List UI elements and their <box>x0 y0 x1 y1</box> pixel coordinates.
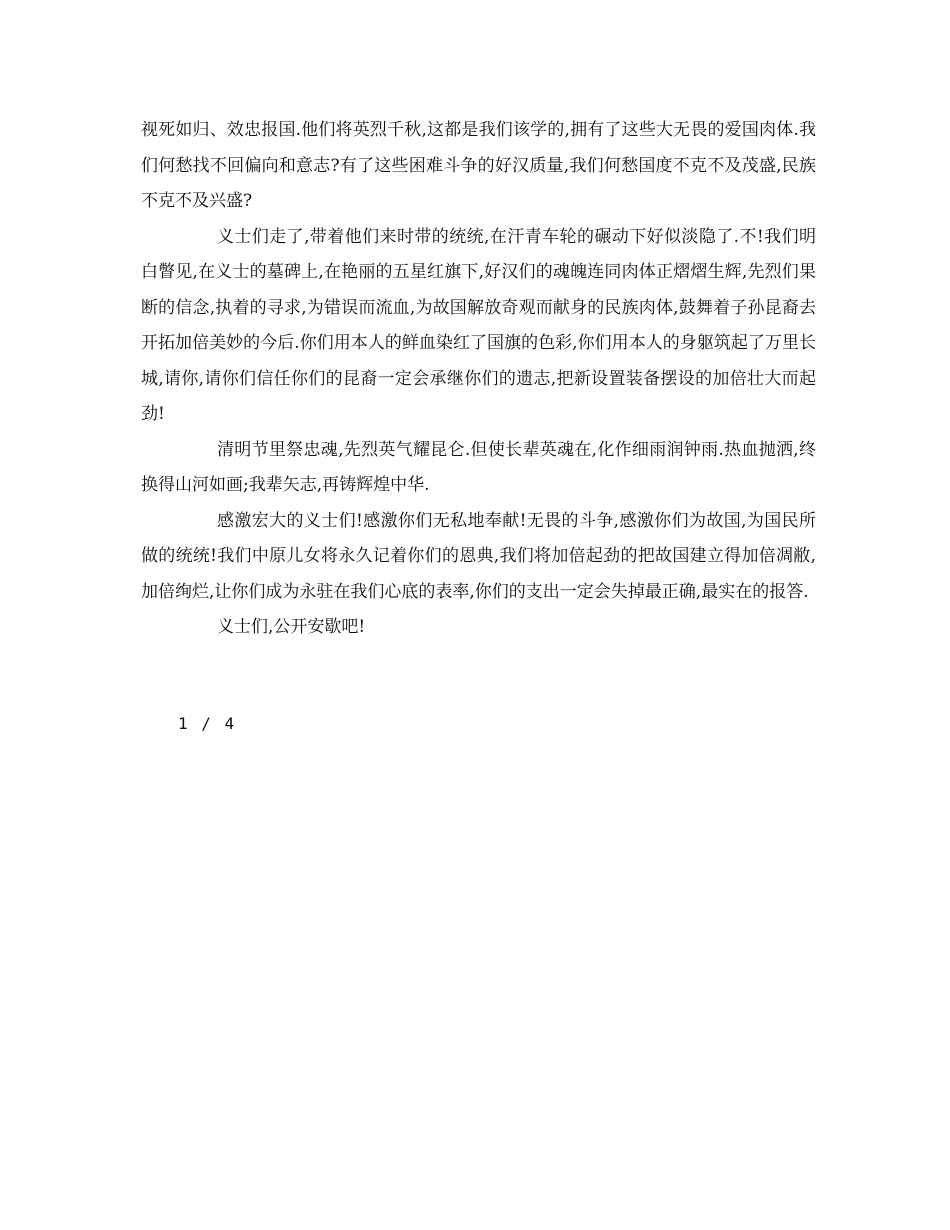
paragraph-2: 义士们走了,带着他们来时带的统统,在汗青车轮的碾动下好似淡隐了.不!我们明白瞥见,在义士的墓碑上,在艳丽的五星红旗下,好汉们的魂魄连同肉体正熠熠生辉,先烈们果断的信念,执着的寻求,为错误而流血,为故国解放奇观而献身的民族肉体,鼓舞着子孙昆裔去开拓加倍美妙的今后.你们用本人的鲜血染红了国旗的色彩,你们用本人的身躯筑起了万里长城,请你,请你们信任你们的昆裔一定会承继你们的遗志,把新设置装备摆设的加倍壮大而起劲! <box>141 226 816 424</box>
paragraph-5: 义士们,公开安歇吧! <box>217 617 366 637</box>
paragraph-3: 清明节里祭忠魂,先烈英气耀昆仑.但使长辈英魂在,化作细雨润钟雨.热血抛洒,终换得山河如画;我辈矢志,再铸辉煌中华. <box>141 439 816 495</box>
paragraph-1: 视死如归、效忠报国.他们将英烈千秋,这都是我们该学的,拥有了这些大无畏的爱国肉体.我们何愁找不回偏向和意志?有了这些困难斗争的好汉质量,我们何愁国度不克不及茂盛,民族不克不及兴盛? <box>141 120 816 211</box>
document-body <box>141 113 816 646</box>
paragraph-4: 感激宏大的义士们!感激你们无私地奉献!无畏的斗争,感激你们为故国,为国民所做的统统!我们中原儿女将永久记着你们的恩典,我们将加倍起劲的把故国建立得加倍凋敝,加倍绚烂,让你们成为永驻在我们心底的表率,你们的支出一定会失掉最正确,最实在的报答. <box>141 510 816 602</box>
page-number: 1 / 4 <box>178 714 237 733</box>
